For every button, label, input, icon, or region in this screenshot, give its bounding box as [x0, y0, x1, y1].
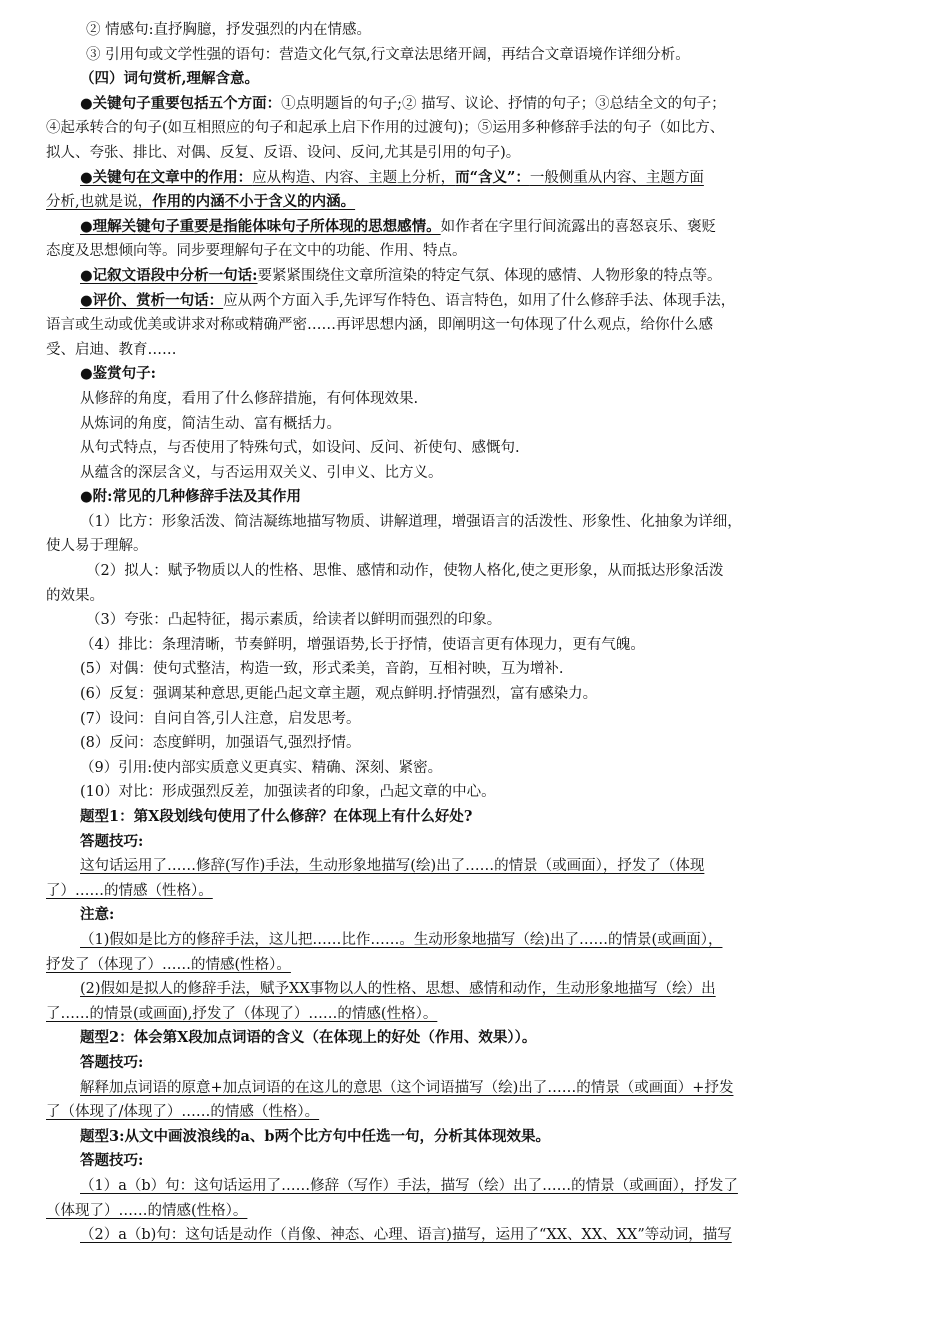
text-span: 要紧紧围绕住文章所渲染的特定气氛、体现的感情、人物形象的特点等。 — [257, 267, 722, 284]
text-line — [46, 879, 912, 904]
text-span: （1)假如是比方的修辞手法，这儿把……比作……。生动形象地描写（绘)出了……的情景(或画面）， — [80, 931, 723, 948]
text-line — [46, 1076, 912, 1101]
text-span: （2）a（b)句：这句话是动作（肖像、神态、心理、语言)描写，运用了“XX、XX、XX”等动词，描写 — [80, 1227, 732, 1244]
text-line — [46, 92, 912, 117]
list-item: （2）拟人：赋予物质以人的性格、思惟、感情和动作，使物人格化,使之更形象，从而抵达形象活泼 — [86, 563, 724, 580]
text-span: 而“含义”： — [455, 168, 530, 186]
text-span: 这句话运用了……修辞(写作)手法，生动形象地描写(绘)出了……的情景（或画面），抒发了（体现 — [80, 858, 705, 875]
list-item: （9）引用:使内部实质意义更真实、精确、深刻、紧密。 — [80, 759, 443, 776]
list-item: (6）反复：强调某种意思,更能凸起文章主题，观点鲜明.抒情强烈，富有感染力。 — [80, 686, 598, 703]
text-line — [46, 289, 912, 314]
text-line — [46, 1199, 912, 1224]
text-line — [46, 1002, 912, 1027]
text-line — [46, 264, 912, 289]
text-line: 从修辞的角度，看用了什么修辞措施，有何体现效果. — [80, 390, 419, 407]
text-line: ③ 引用句或文学性强的语句：营造文化气氛,行文章法思绪开阔，再结合文章语境作详细分析。 — [86, 46, 690, 63]
list-item: (8）反问：态度鲜明，加强语气,强烈抒情。 — [80, 735, 361, 752]
text-line: 态度及思想倾向等。同步要理解句子在文中的功能、作用、特点。 — [46, 243, 467, 260]
question-type-heading: 题型2：体会第X段加点词语的含义（在体现上的好处（作用、效果））。 — [80, 1029, 537, 1047]
text-span: 应从两个方面入手,先评写作特色、语言特色，如用了什么修辞手法、体现手法， — [223, 292, 736, 309]
text-line — [46, 928, 912, 953]
tips-heading: 答题技巧: — [80, 832, 144, 850]
tips-heading: 答题技巧: — [80, 1053, 144, 1071]
text-line — [46, 854, 912, 879]
text-span: 了……的情景(或画面),抒发了（体现了）……的情感(性格）。 — [46, 1005, 438, 1022]
list-item: （3）夸张：凸起特征，揭示素质，给读者以鲜明而强烈的印象。 — [86, 612, 502, 629]
text-line: ② 情感句:直抒胸臆，抒发强烈的内在情感。 — [86, 22, 371, 38]
question-type-heading: 题型1：第X段划线句使用了什么修辞？在体现上有什么好处? — [80, 808, 473, 825]
text-span: 抒发了（体现了）……的情感(性格）。 — [46, 956, 291, 973]
text-span: 应从构造、内容、主题上分析， — [252, 169, 456, 186]
text-line — [46, 166, 912, 191]
text-line — [46, 190, 912, 215]
text-line: ④起承转合的句子(如互相照应的句子和起承上启下作用的过渡句)；⑤运用多种修辞手法的句子（如比方、 — [46, 120, 725, 137]
text-line: 从炼词的角度，简洁生动、富有概括力。 — [80, 415, 341, 432]
text-span: 一般侧重从内容、主题方面 — [529, 169, 704, 186]
bullet-heading: ●关键句子重要包括五个方面： — [80, 94, 282, 112]
text-span: （1）a（b）句：这句话运用了……修辞（写作）手法，描写（绘）出了……的情景（或画面），抒发了 — [80, 1177, 738, 1194]
section-heading: （四）词句赏析,理解含意。 — [80, 70, 260, 88]
bullet-heading: ●理解关键句子重要是指能体味句子所体现的思想感情。 — [80, 217, 441, 235]
text-line: 使人易于理解。 — [46, 538, 148, 555]
text-line: 从句式特点，与否使用了特殊句式，如设问、反问、祈使句、感慨句. — [80, 440, 520, 457]
text-span: 解释加点词语的原意+加点词语的在这儿的意思（这个词语描写（绘)出了……的情景（或画面）+抒发 — [80, 1079, 734, 1096]
text-line — [46, 953, 912, 978]
note-heading: 注意: — [80, 906, 115, 924]
document-page — [46, 18, 912, 1248]
text-span: (2)假如是拟人的修辞手法，赋予XX事物以人的性格、思想、感情和动作，生动形象地描写（绘）出 — [80, 981, 716, 998]
list-item: (10）对比：形成强烈反差，加强读者的印象，凸起文章的中心。 — [80, 784, 496, 801]
list-item: (5）对偶：使句式整洁，构造一致，形式柔美，音韵，互相衬映，互为增补. — [80, 661, 564, 678]
bullet-heading: ●鉴赏句子: — [80, 365, 157, 383]
text-span: 如作者在字里行间流露出的喜怒哀乐、褒贬 — [440, 218, 717, 235]
text-line — [46, 215, 912, 240]
text-span: ①点明题旨的句子;② 描写、议论、抒情的句子；③总结全文的句子； — [281, 95, 726, 112]
bullet-heading: ●附:常见的几种修辞手法及其作用 — [80, 488, 302, 506]
tips-heading: 答题技巧: — [80, 1152, 144, 1170]
text-line — [46, 1100, 912, 1125]
text-line: 从蕴含的深层含义，与否运用双关义、引申义、比方义。 — [80, 464, 443, 481]
bullet-heading: ●记叙文语段中分析一句话: — [80, 266, 258, 284]
list-item: (7）设问：自问自答,引人注意，启发思考。 — [80, 710, 361, 727]
text-line: 语言或生动或优美或讲求对称或精确严密……再评思想内涵，即阐明这一句体现了什么观点，给你什么感 — [46, 317, 713, 334]
text-line: 受、启迪、教育…… — [46, 341, 177, 358]
text-line: 的效果。 — [46, 587, 104, 604]
text-line — [46, 977, 912, 1002]
bullet-heading: ●关键句在文章中的作用： — [80, 168, 253, 186]
text-span: 了（体现了/体现了）……的情感（性格）。 — [46, 1104, 320, 1121]
list-item: （1）比方：形象活泼、简洁凝练地描写物质、讲解道理，增强语言的活泼性、形象性、化抽象为详细， — [80, 513, 742, 530]
text-span: 分析,也就是说， — [46, 194, 153, 211]
text-span: 作用的内涵不小于含义的内涵。 — [152, 193, 356, 211]
bullet-heading: ●评价、赏析一句话： — [80, 291, 224, 309]
text-line — [46, 1174, 912, 1199]
list-item: （4）排比：条理清晰，节奏鲜明，增强语势,长于抒情，使语言更有体现力，更有气魄。 — [80, 636, 645, 653]
text-span: 了）……的情感（性格）。 — [46, 882, 213, 899]
question-type-heading: 题型3:从文中画波浪线的a、b两个比方句中任选一句，分析其体现效果。 — [80, 1127, 550, 1145]
text-line: 拟人、夸张、排比、对偶、反复、反语、设问、反问,尤其是引用的句子)。 — [46, 144, 521, 161]
text-line — [46, 1223, 912, 1248]
text-span: （体现了）……的情感(性格）。 — [46, 1202, 248, 1219]
